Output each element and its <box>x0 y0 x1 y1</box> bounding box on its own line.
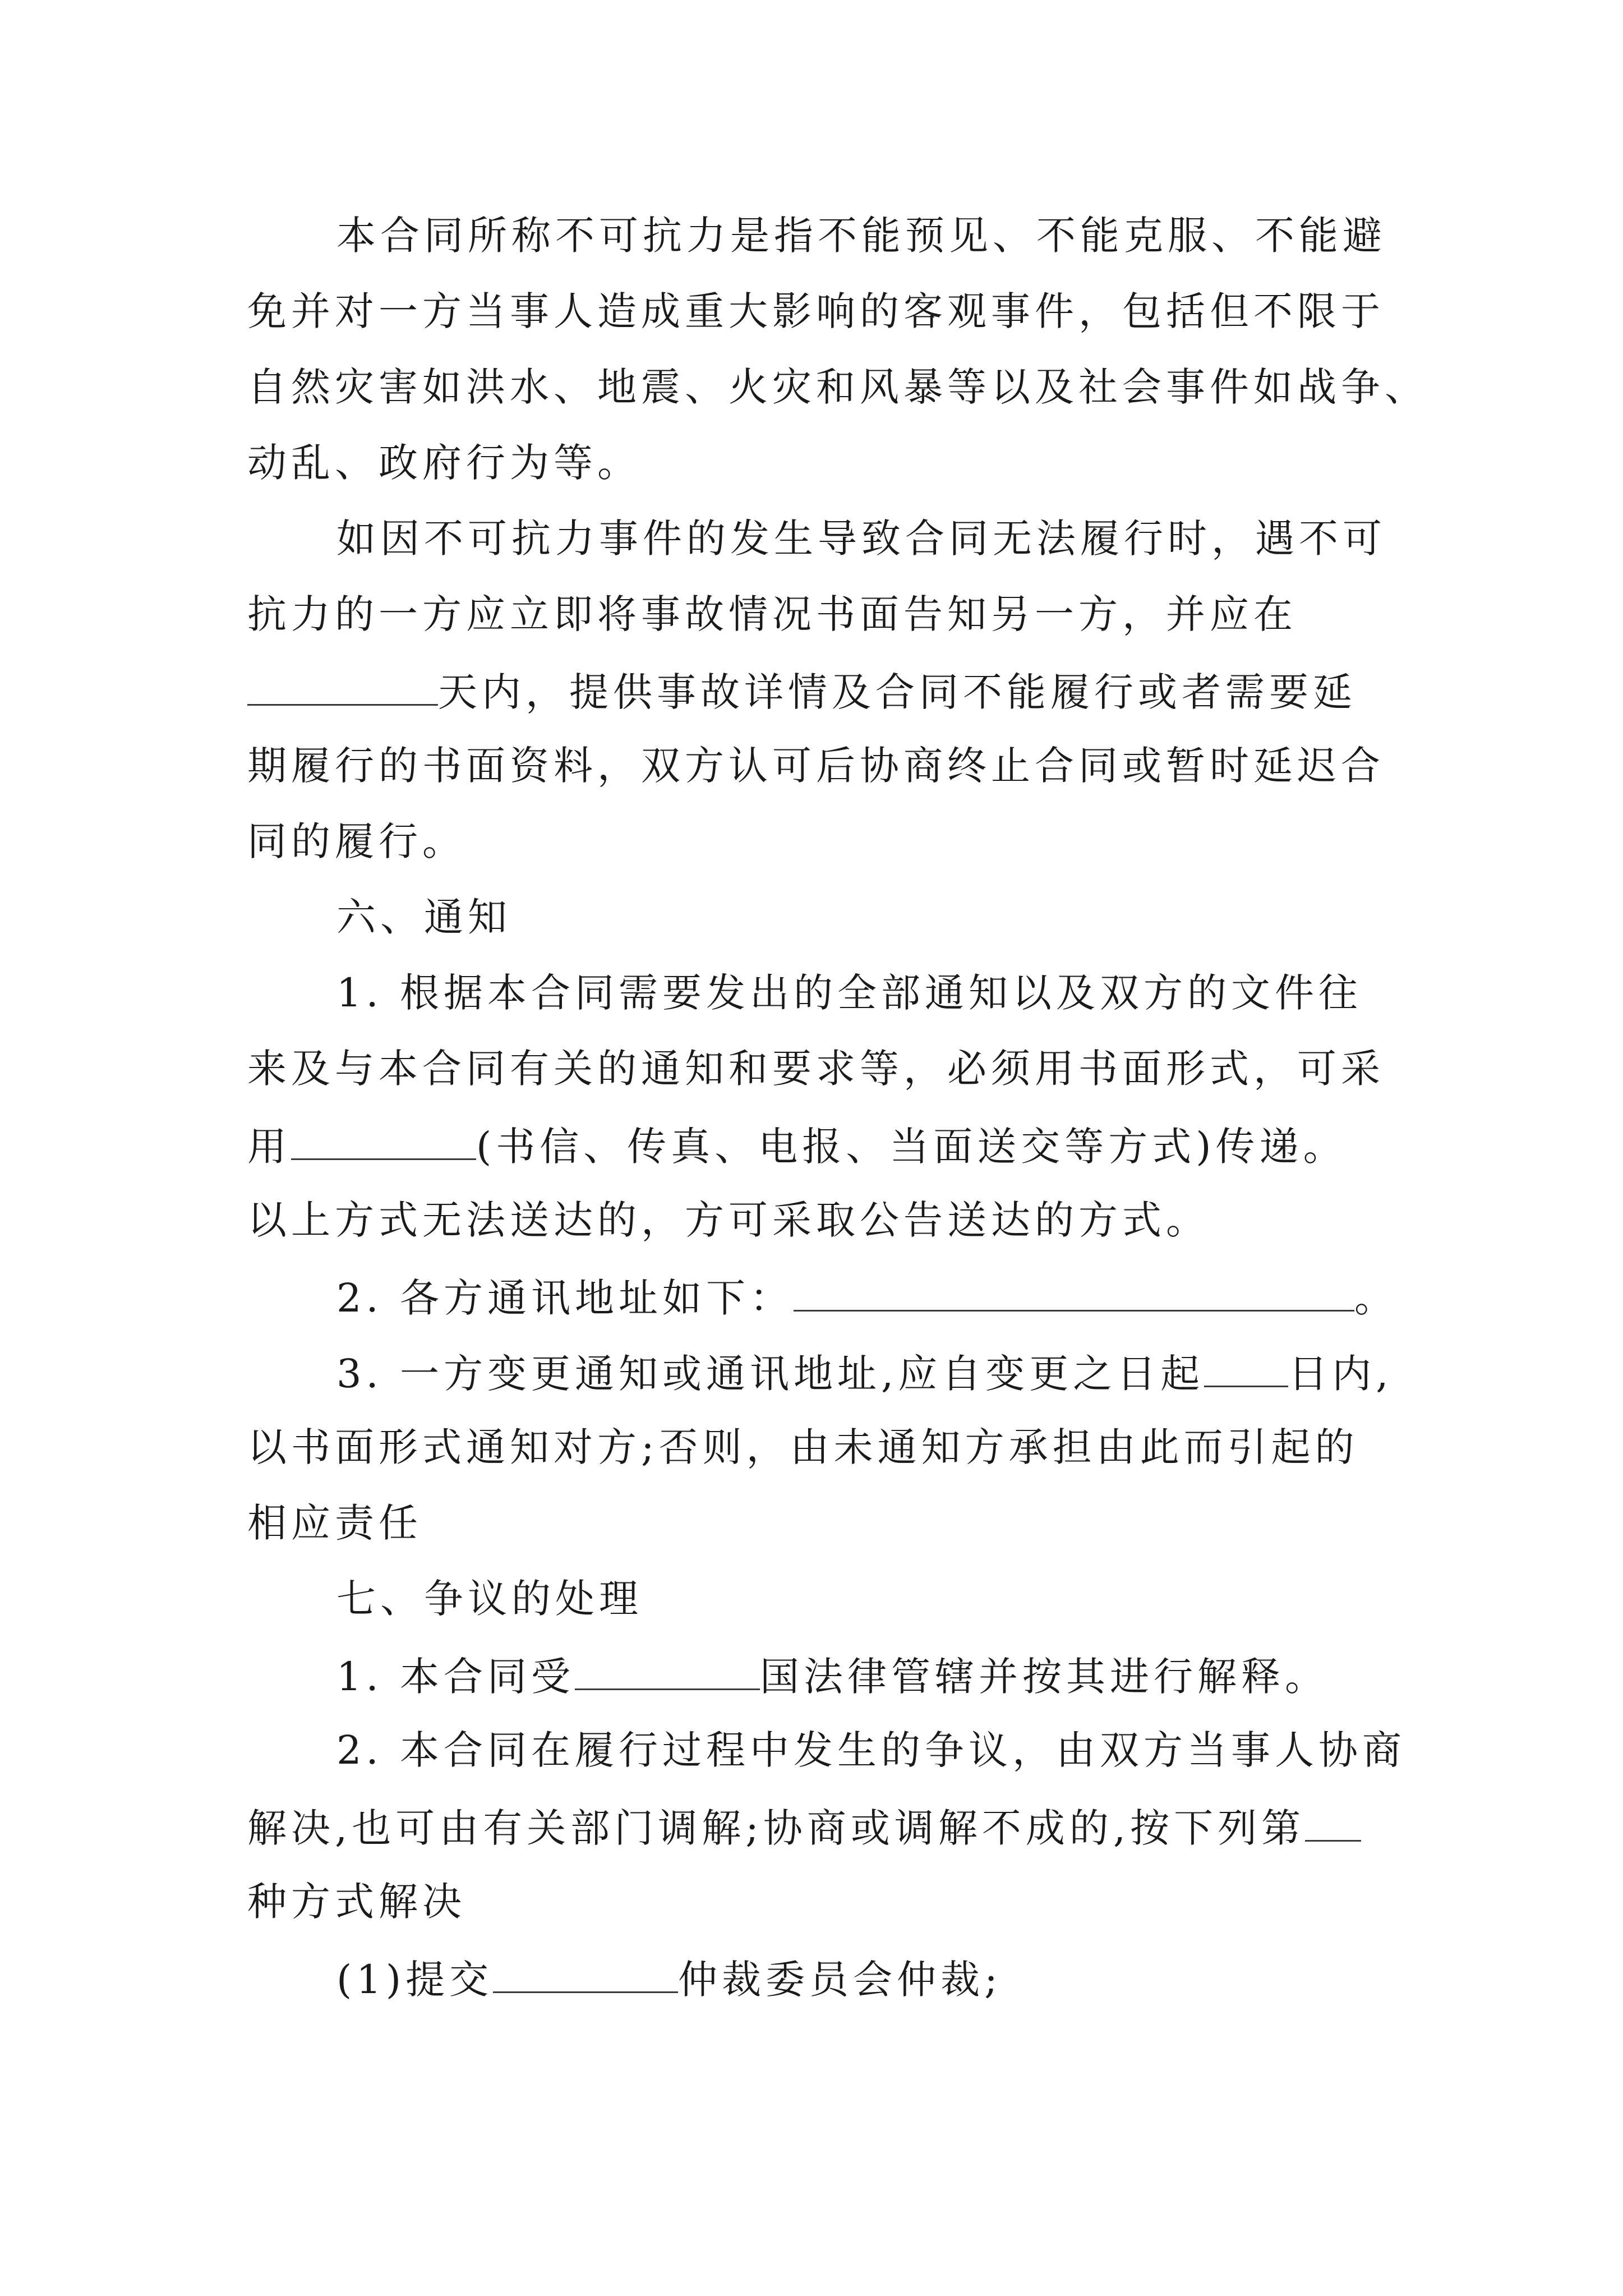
section-6-item-2-end: 。 <box>1354 1275 1399 1321</box>
blank-jurisdiction-field <box>575 1655 760 1690</box>
paragraph-force-majeure-line-4: 动乱、政府行为等。 <box>247 440 641 486</box>
blank-address-field <box>794 1276 1354 1312</box>
section-6-item-1-line-1: 1. 根据本合同需要发出的全部通知以及双方的文件往 <box>336 970 1363 1016</box>
blank-method-number-field <box>1305 1806 1361 1842</box>
section-6-item-1-line-3-lead: 用 <box>247 1124 291 1170</box>
section-7-item-1-end: 国法律管辖并按其进行解释。 <box>760 1654 1329 1700</box>
section-7-option-1 <box>336 1957 1002 2003</box>
blank-change-days-field <box>1204 1352 1288 1387</box>
section-6-item-1-line-3-text: (书信、传真、电报、当面送交等方式)传递。 <box>476 1124 1347 1170</box>
paragraph-force-majeure-line-2: 免并对一方当事人造成重大影响的客观事件，包括但不限于 <box>247 288 1385 334</box>
section-7-item-2-line-1: 2. 本合同在履行过程中发生的争议，由双方当事人协商 <box>336 1727 1407 1773</box>
section-7-option-1-text: (1)提交 <box>336 1957 494 2003</box>
paragraph-notice-line-2: 抗力的一方应立即将事故情况书面告知另一方，并应在 <box>247 591 1297 637</box>
section-6-item-1-line-2: 来及与本合同有关的通知和要求等，必须用书面形式，可采 <box>247 1046 1385 1092</box>
paragraph-notice-line-3-text: 天内，提供事故详情及合同不能履行或者需要延 <box>438 669 1357 715</box>
section-6-item-2 <box>336 1275 1399 1321</box>
section-7-heading: 七、争议的处理 <box>336 1576 643 1622</box>
blank-days-field <box>247 670 438 706</box>
section-7-item-1 <box>336 1654 1329 1700</box>
section-7-item-2-line-3: 种方式解决 <box>247 1879 466 1925</box>
paragraph-notice-line-1: 如因不可抗力事件的发生导致合同无法履行时，遇不可 <box>336 516 1386 562</box>
blank-delivery-method-field <box>291 1125 476 1160</box>
section-7-item-1-text: 1. 本合同受 <box>336 1654 575 1700</box>
section-6-item-1-line-4: 以上方式无法送达的，方可采取公告送达的方式。 <box>247 1197 1210 1243</box>
section-6-item-3-line-3: 相应责任 <box>247 1500 422 1546</box>
section-7-item-2-line-2 <box>247 1805 1361 1851</box>
section-6-item-3-line-2: 以书面形式通知对方;否则，由未通知方承担由此而引起的 <box>247 1424 1359 1470</box>
section-6-item-3-line-1 <box>336 1351 1393 1397</box>
blank-arbitration-commission-field <box>493 1958 678 1993</box>
section-7-item-2-line-2-text: 解决,也可由有关部门调解;协商或调解不成的,按下列第 <box>247 1805 1306 1851</box>
paragraph-notice-line-5: 同的履行。 <box>247 818 466 864</box>
paragraph-force-majeure-line-1: 本合同所称不可抗力是指不能预见、不能克服、不能避 <box>336 213 1386 259</box>
paragraph-notice-line-4: 期履行的书面资料，双方认可后协商终止合同或暂时延迟合 <box>247 743 1385 789</box>
section-6-item-2-text: 2. 各方通讯地址如下： <box>336 1275 794 1321</box>
section-7-option-1-end: 仲裁委员会仲裁; <box>678 1957 1002 2003</box>
paragraph-notice-line-3 <box>247 669 1357 715</box>
paragraph-force-majeure-line-3: 自然灾害如洪水、地震、火灾和风暴等以及社会事件如战争、 <box>247 364 1428 410</box>
section-6-item-3-line-1-text: 3. 一方变更通知或通讯地址,应自变更之日起 <box>336 1351 1205 1397</box>
section-6-item-3-line-1-end: 日内, <box>1288 1351 1393 1397</box>
section-6-heading: 六、通知 <box>336 894 511 940</box>
section-6-item-1-line-3 <box>247 1124 1347 1170</box>
